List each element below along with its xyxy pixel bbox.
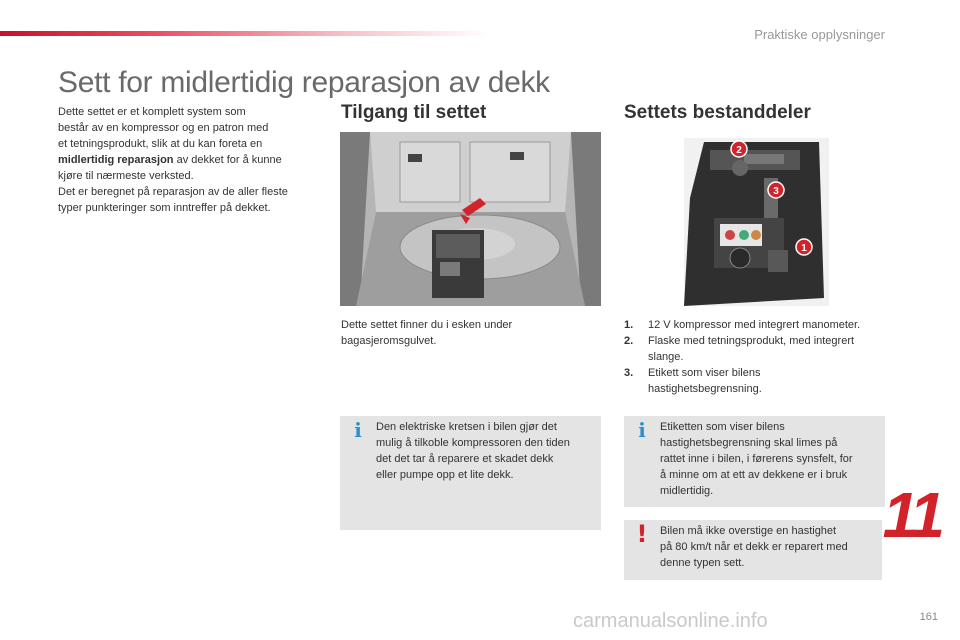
info-line: midlertidig.: [660, 485, 714, 497]
page-number: 161: [919, 611, 938, 623]
warning-line: Bilen må ikke overstige en hastighet: [660, 525, 837, 537]
info-line: eller pumpe opp et lite dekk.: [376, 469, 514, 481]
callout-1-label: 1: [801, 243, 807, 254]
list-item-text: Etikett som viser bilens: [648, 367, 761, 379]
components-list: [624, 317, 889, 397]
info-line: mulig å tilkoble kompressoren den tiden: [376, 437, 570, 449]
chapter-number: 11: [882, 479, 941, 551]
list-item: [624, 365, 889, 397]
intro-line: består av en kompressor og en patron med: [58, 122, 269, 134]
info-icon: i: [354, 418, 362, 442]
info-text: [660, 419, 877, 499]
warning-line: denne typen sett.: [660, 557, 745, 569]
info-line: Den elektriske kretsen i bilen gjør det: [376, 421, 557, 433]
info-icon: i: [638, 418, 646, 442]
access-heading: Tilgang til settet: [341, 102, 487, 123]
list-item: [624, 317, 889, 333]
list-item-number: 2.: [624, 335, 634, 347]
intro-line: av dekket for å kunne: [173, 154, 282, 166]
page-title: Sett for midlertidig reparasjon av dekk: [58, 66, 550, 99]
access-info-box: [340, 416, 601, 530]
info-text: [376, 419, 593, 483]
list-item: [624, 333, 889, 365]
callout-3: [768, 182, 784, 198]
callout-2-label: 2: [736, 145, 742, 156]
callout-1: [796, 239, 812, 255]
intro-line: Dette settet er et komplett system som: [58, 106, 246, 118]
warning-text: [660, 523, 874, 571]
list-item-text: Flaske med tetningsprodukt, med integrert: [648, 335, 855, 347]
intro-line: typer punkteringer som inntreffer på dekket.: [58, 202, 271, 214]
list-item-text: hastighetsbegrensning.: [648, 383, 762, 395]
speed-warning-box: [624, 520, 882, 580]
list-item-number: 3.: [624, 367, 634, 379]
label-info-box: [624, 416, 885, 507]
watermark: carmanualsonline.info: [573, 610, 768, 632]
info-line: rattet inne i bilen, i førerens synsfelt, for: [660, 453, 853, 465]
intro-line: kjøre til nærmeste verksted.: [58, 170, 194, 182]
callout-2: [731, 141, 747, 157]
warning-line: på 80 km/t når et dekk er reparert med: [660, 541, 848, 553]
access-text: [341, 317, 581, 349]
access-text-line: bagasjeromsgulvet.: [341, 335, 437, 347]
intro-line: et tetningsprodukt, slik at du kan foreta en: [58, 138, 263, 150]
intro-bold-term: midlertidig reparasjon: [58, 154, 174, 166]
kit-illustration: [684, 138, 829, 306]
info-line: hastighetsbegrensning skal limes på: [660, 437, 838, 449]
info-line: å minne om at ett av dekkene er i bruk: [660, 469, 848, 481]
intro-line: Det er beregnet på reparasjon av de aller fleste: [58, 186, 288, 198]
info-line: det det tar å reparere et skadet dekk: [376, 453, 554, 465]
list-item-text: slange.: [648, 351, 684, 363]
trunk-illustration: [340, 132, 601, 306]
access-text-line: Dette settet finner du i esken under: [341, 319, 513, 331]
components-heading: Settets bestanddeler: [624, 102, 811, 123]
list-item-text: 12 V kompressor med integrert manometer.: [648, 319, 861, 331]
section-header: Praktiske opplysninger: [754, 27, 885, 42]
trunk-photo: [340, 132, 601, 306]
kit-components-photo: [684, 138, 829, 306]
intro-paragraph: [58, 104, 320, 216]
warning-icon: !: [636, 520, 648, 548]
callout-3-label: 3: [773, 186, 779, 197]
list-item-number: 1.: [624, 319, 634, 331]
info-line: Etiketten som viser bilens: [660, 421, 785, 433]
header-accent-bar: [0, 31, 490, 36]
